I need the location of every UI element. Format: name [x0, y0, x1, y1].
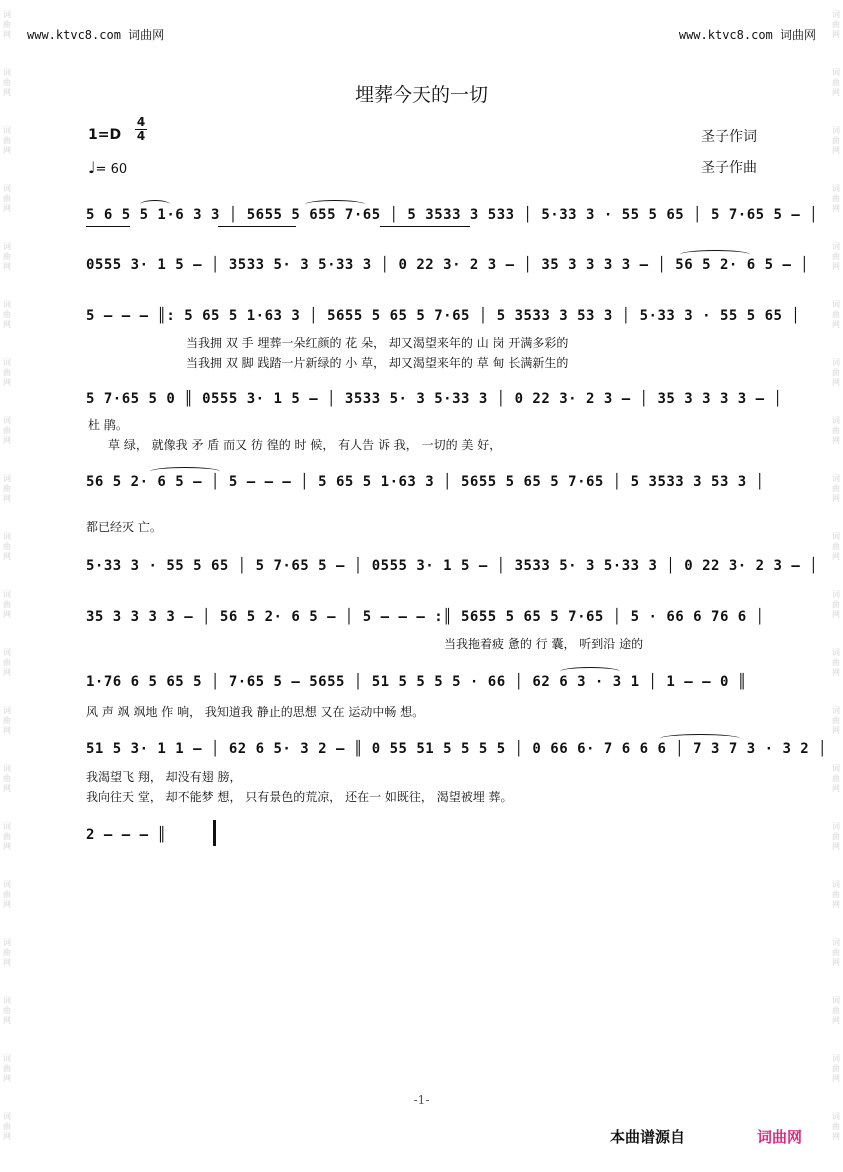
watermark-char: 网	[3, 958, 11, 967]
watermark-char: 曲	[832, 368, 840, 377]
watermark-char: 曲	[3, 658, 11, 667]
watermark-char: 曲	[3, 600, 11, 609]
watermark-char: 网	[3, 610, 11, 619]
watermark-char: 词	[832, 822, 840, 831]
composer-credit: 圣子作曲	[701, 160, 757, 176]
watermark-char: 网	[3, 784, 11, 793]
lyric-line-9a: 我渴望飞 翔， 却没有翅 膀，	[86, 770, 242, 784]
beam-underline	[380, 226, 470, 227]
watermark-char: 词	[832, 1112, 840, 1121]
watermark-char: 词	[3, 1112, 11, 1121]
watermark-char: 网	[832, 726, 840, 735]
watermark-char: 网	[3, 262, 11, 271]
watermark-char: 曲	[832, 426, 840, 435]
watermark-char: 网	[3, 726, 11, 735]
lyric-line-3b: 当我拥 双 脚 践踏一片新绿的 小 草， 却又渴望来年的 草 甸 长满新生的	[186, 356, 569, 370]
tie-slur	[680, 250, 750, 259]
watermark-char: 网	[3, 668, 11, 677]
watermark-char: 曲	[832, 1006, 840, 1015]
watermark-char: 曲	[3, 1006, 11, 1015]
tempo-marking	[88, 158, 127, 177]
score-line-7: 35 3 3 3 3 – │ 56 5 2· 6 5 – │ 5 – – – :║ 5655 5 65 5 7·65 │ 5 · 66 6 76 6 │	[86, 609, 765, 625]
beam-underline	[86, 226, 130, 227]
lyric-line-4b: 草 绿， 就像我 矛 盾 而又 彷 徨的 时 候， 有人告 诉 我， 一切的 美 好，	[108, 438, 502, 452]
tempo-value: = 60	[95, 162, 128, 177]
watermark-char: 曲	[3, 426, 11, 435]
watermark-char: 网	[3, 1016, 11, 1025]
watermark-char: 词	[832, 880, 840, 889]
lyric-line-3a: 当我拥 双 手 埋葬一朵红颜的 花 朵， 却又渴望来年的 山 岗 开满多彩的	[186, 336, 569, 350]
watermark-char: 曲	[832, 1122, 840, 1131]
watermark-char: 词	[832, 10, 840, 19]
watermark-char: 词	[3, 938, 11, 947]
watermark-char: 词	[832, 416, 840, 425]
time-signature	[135, 116, 147, 143]
watermark-char: 网	[3, 436, 11, 445]
lyric-line-5: 都已经灭 亡。	[86, 520, 162, 534]
watermark-char: 词	[3, 1054, 11, 1063]
watermark-char: 曲	[3, 890, 11, 899]
watermark-char: 词	[832, 474, 840, 483]
beam-underline	[218, 226, 296, 227]
watermark-char: 曲	[3, 78, 11, 87]
watermark-char: 曲	[832, 1064, 840, 1073]
tie-slur	[660, 734, 740, 743]
watermark-char: 曲	[3, 542, 11, 551]
watermark-char: 网	[832, 30, 840, 39]
watermark-char: 网	[3, 146, 11, 155]
watermark-char: 曲	[832, 20, 840, 29]
watermark-char: 词	[3, 416, 11, 425]
watermark-char: 词	[832, 648, 840, 657]
watermark-char: 曲	[3, 484, 11, 493]
meter-top: 4	[136, 115, 146, 129]
page-number: -1-	[413, 1093, 430, 1107]
watermark-char: 网	[832, 842, 840, 851]
watermark-char: 词	[3, 358, 11, 367]
score-line-8: 1·76 6 5 65 5 │ 7·65 5 – 5655 │ 51 5 5 5 5 · 66 │ 62 6 3 · 3 1 │ 1 – – 0 ║	[86, 674, 747, 690]
watermark-char: 网	[832, 1016, 840, 1025]
watermark-char: 网	[3, 494, 11, 503]
watermark-char: 曲	[3, 310, 11, 319]
watermark-char: 曲	[3, 1122, 11, 1131]
watermark-char: 曲	[832, 832, 840, 841]
score-line-10: 2 – – – ║	[86, 827, 167, 843]
tie-slur	[140, 200, 170, 209]
score-line-6: 5·33 3 · 55 5 65 │ 5 7·65 5 – │ 0555 3· 1 5 – │ 3533 5· 3 5·33 3 │ 0 22 3· 2 3 – │	[86, 558, 819, 574]
watermark-char: 词	[832, 938, 840, 947]
watermark-char: 词	[832, 300, 840, 309]
watermark-char: 词	[832, 358, 840, 367]
watermark-char: 网	[3, 1074, 11, 1083]
watermark-char: 网	[832, 552, 840, 561]
watermark-char: 词	[3, 126, 11, 135]
watermark-char: 网	[832, 1132, 840, 1141]
watermark-char: 曲	[3, 252, 11, 261]
score-line-1: 5 6 5 5 1·6 3 3 │ 5655 5 655 7·65 │ 5 3533 3 533 │ 5·33 3 · 55 5 65 │ 5 7·65 5 – │	[86, 207, 819, 223]
watermark-char: 曲	[3, 1064, 11, 1073]
watermark-char: 曲	[3, 20, 11, 29]
watermark-char: 曲	[832, 658, 840, 667]
watermark-char: 网	[832, 668, 840, 677]
watermark-char: 网	[832, 494, 840, 503]
watermark-char: 词	[832, 184, 840, 193]
watermark-char: 词	[832, 532, 840, 541]
watermark-char: 曲	[3, 832, 11, 841]
watermark-char: 网	[3, 900, 11, 909]
watermark-char: 词	[3, 184, 11, 193]
watermark-char: 曲	[832, 890, 840, 899]
tie-slur	[305, 200, 365, 209]
watermark-char: 曲	[3, 948, 11, 957]
watermark-char: 词	[832, 242, 840, 251]
watermark-char: 网	[3, 378, 11, 387]
watermark-char: 曲	[832, 252, 840, 261]
watermark-char: 词	[3, 10, 11, 19]
watermark-char: 网	[832, 436, 840, 445]
score-line-9: 51 5 3· 1 1 – │ 62 6 5· 3 2 – ║ 0 55 51 5 5 5 5 │ 0 66 6· 7 6 6 6 │ 7 3 7 3 · 3 2 │	[86, 741, 828, 757]
right-watermark-strip	[829, 0, 843, 1172]
watermark-char: 词	[832, 996, 840, 1005]
watermark-char: 词	[832, 68, 840, 77]
watermark-char: 网	[832, 958, 840, 967]
watermark-char: 网	[3, 842, 11, 851]
watermark-char: 曲	[3, 194, 11, 203]
score-line-3: 5 – – – ║: 5 65 5 1·63 3 │ 5655 5 65 5 7·65 │ 5 3533 3 53 3 │ 5·33 3 · 55 5 65 │	[86, 308, 801, 324]
watermark-char: 词	[832, 590, 840, 599]
watermark-char: 词	[3, 300, 11, 309]
watermark-char: 词	[3, 68, 11, 77]
tie-slur	[560, 667, 620, 676]
source-label: 本曲谱源自	[610, 1128, 686, 1146]
watermark-char: 网	[832, 146, 840, 155]
watermark-char: 曲	[832, 484, 840, 493]
watermark-char: 词	[832, 1054, 840, 1063]
lyric-line-4a: 杜 鹃。	[88, 418, 128, 432]
watermark-char: 曲	[832, 542, 840, 551]
quarter-note-icon: ♩	[88, 158, 96, 177]
lyric-line-8: 风 声 飒 飒地 作 响， 我知道我 静止的思想 又在 运动中畅 想。	[86, 705, 425, 719]
watermark-char: 曲	[832, 948, 840, 957]
watermark-char: 网	[832, 320, 840, 329]
watermark-char: 网	[832, 262, 840, 271]
lyricist-credit: 圣子作词	[701, 129, 757, 145]
watermark-char: 曲	[832, 78, 840, 87]
watermark-char: 曲	[832, 310, 840, 319]
tie-slur	[150, 467, 220, 476]
brand-logo[interactable]: 词曲网	[757, 1128, 803, 1146]
score-line-5: 56 5 2· 6 5 – │ 5 – – – │ 5 65 5 1·63 3 │ 5655 5 65 5 7·65 │ 5 3533 3 53 3 │	[86, 474, 765, 490]
score-line-2: 0555 3· 1 5 – │ 3533 5· 3 5·33 3 │ 0 22 3· 2 3 – │ 35 3 3 3 3 – │ 56 5 2· 6 5 – │	[86, 257, 810, 273]
watermark-char: 词	[3, 648, 11, 657]
watermark-char: 网	[3, 1132, 11, 1141]
watermark-char: 网	[832, 900, 840, 909]
key-signature: 1=D	[88, 127, 122, 143]
score-line-4: 5 7·65 5 0 ║ 0555 3· 1 5 – │ 3533 5· 3 5·33 3 │ 0 22 3· 2 3 – │ 35 3 3 3 3 – │	[86, 391, 783, 407]
song-title: 埋葬今天的一切	[354, 84, 488, 106]
watermark-char: 网	[832, 204, 840, 213]
watermark-char: 曲	[832, 600, 840, 609]
watermark-char: 曲	[3, 774, 11, 783]
lyric-line-9b: 我向往天 堂， 却不能梦 想， 只有景色的荒凉， 还在一 如既往， 渴望被埋 葬。	[86, 790, 513, 804]
watermark-char: 曲	[3, 716, 11, 725]
watermark-char: 词	[3, 242, 11, 251]
watermark-char: 词	[832, 706, 840, 715]
site-url-left[interactable]: www.ktvc8.com 词曲网	[27, 28, 165, 42]
watermark-char: 曲	[3, 136, 11, 145]
watermark-char: 网	[3, 552, 11, 561]
watermark-char: 网	[3, 30, 11, 39]
watermark-char: 词	[3, 532, 11, 541]
watermark-char: 词	[3, 474, 11, 483]
watermark-char: 词	[832, 764, 840, 773]
final-barline	[213, 820, 216, 846]
watermark-char: 网	[832, 378, 840, 387]
meter-bottom: 4	[136, 129, 146, 143]
watermark-char: 词	[3, 706, 11, 715]
watermark-char: 曲	[832, 716, 840, 725]
site-url-right[interactable]: www.ktvc8.com 词曲网	[678, 28, 816, 42]
watermark-char: 词	[3, 764, 11, 773]
watermark-char: 曲	[832, 774, 840, 783]
watermark-char: 网	[832, 1074, 840, 1083]
watermark-char: 网	[3, 204, 11, 213]
watermark-char: 词	[832, 126, 840, 135]
watermark-char: 曲	[832, 194, 840, 203]
left-watermark-strip	[0, 0, 14, 1172]
watermark-char: 网	[3, 88, 11, 97]
watermark-char: 网	[832, 88, 840, 97]
watermark-char: 网	[3, 320, 11, 329]
watermark-char: 词	[3, 590, 11, 599]
watermark-char: 网	[832, 784, 840, 793]
watermark-char: 词	[3, 996, 11, 1005]
watermark-char: 曲	[832, 136, 840, 145]
watermark-char: 词	[3, 822, 11, 831]
lyric-line-7: 当我拖着疲 惫的 行 囊， 听到沿 途的	[444, 637, 644, 651]
watermark-char: 曲	[3, 368, 11, 377]
watermark-char: 网	[832, 610, 840, 619]
watermark-char: 词	[3, 880, 11, 889]
